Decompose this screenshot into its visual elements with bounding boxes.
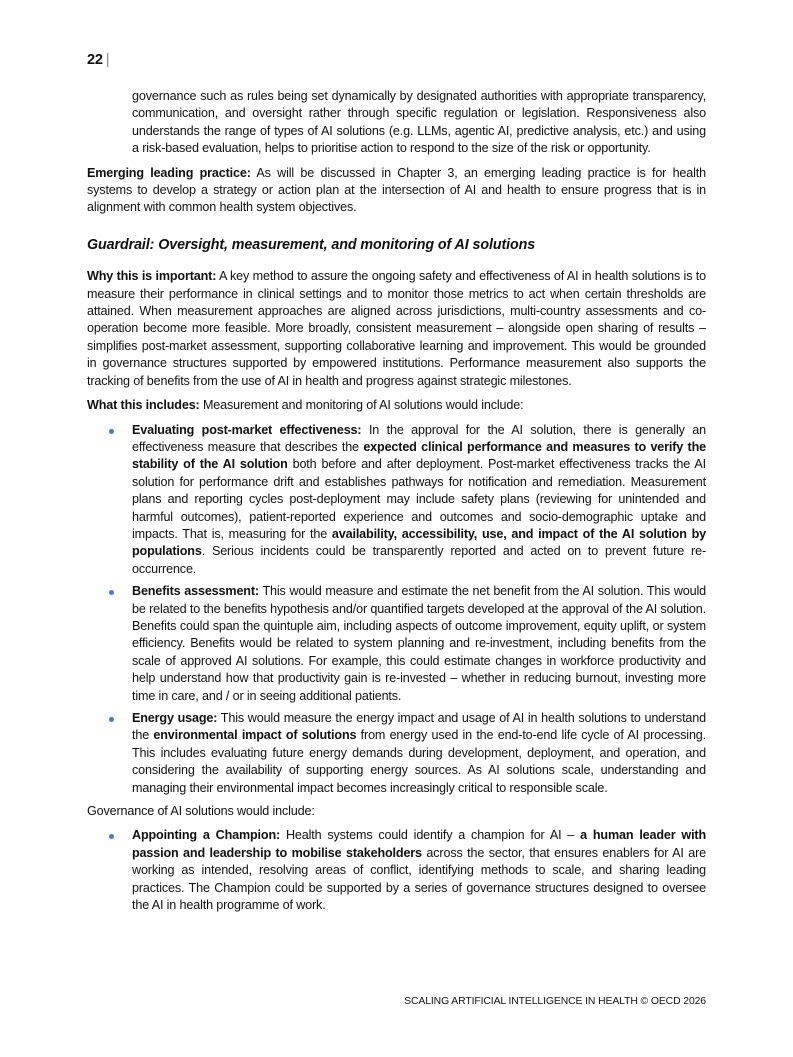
why-text: A key method to assure the ongoing safety and effectiveness of AI in health solutions is to measure their performance in clinical settings and to monitor those metrics to act when certain thresholds are attained. When measurement approaches are aligned across jurisdictions, multi-country assessments and co-operation become more feasible. More broadly, consistent measurement – alongside open sharing of results – simplifies post-market assessment, supporting collaborative learning and improvement. This would be grounded in governance structures supported by empowered institutions. Performance measurement also supports the tracking of benefits from the use of AI in health and progress against strategic milestones. [87, 269, 706, 388]
why-important [87, 268, 706, 390]
item-text: This would measure and estimate the net benefit from the AI solution. This would be related to the benefits hypothesis and/or quantified targets developed at the approval of the AI solution. Benefits could span the quintuple aim, including aspects of outcome improvement, equity uplift, or system efficiency. Benefits would be related to system planning and re-investment, including benefits from the scale of approved AI solutions. For example, this could estimate changes in workforce productivity and help understand how that productivity gain is re-invested – whether in reducing burnout, investing more time in care, and / or in seeing additional patients. [132, 584, 706, 703]
governance-intro: Governance of AI solutions would include: [87, 804, 315, 819]
item-text: Health systems could identify a champion for AI – [280, 828, 581, 843]
what-includes [87, 397, 706, 414]
bullet-icon [109, 429, 114, 434]
bullet-icon [109, 717, 114, 722]
why-label: Why this is important: [87, 269, 217, 284]
list-item-champion [132, 827, 706, 914]
item-label: Benefits assessment: [132, 584, 259, 599]
emerging-text: As will be discussed in Chapter 3, an emerging leading practice is for health systems to develop a strategy or action plan at the intersection of AI and health to ensure progress that is in alignment with common health system objectives. [87, 165, 706, 215]
item-label: Evaluating post-market effectiveness: [132, 422, 362, 437]
item-label: Energy usage: [132, 711, 218, 725]
item-text: from energy used in the end-to-end life cycle of AI processing. This includes evaluating future energy demands during development, deployment, and operation, and considering the availability of supporting energy sources. As AI solutions scale, understanding and managing their environmental impact becomes increasingly critical to responsible scale. [132, 728, 706, 795]
item-emphasis: availability, accessibility, use, and impact of the AI solution by populations [132, 526, 706, 559]
page-number-value: 22 [87, 52, 103, 68]
document-body [87, 88, 706, 920]
bullet-icon [109, 590, 114, 595]
intro-continuation: governance such as rules being set dynamically by designated authorities with appropriate transparency, communication, and oversight rather through specific regulation or legislation. Responsiveness also understands the range of types of AI solutions (e.g. LLMs, agentic AI, predictive analysis, etc.) and using a risk-based evaluation, helps to prioritise action to respond to the size of the risk or opportunity. [132, 89, 706, 156]
item-text: This would measure the energy impact and usage of AI in health solutions to understand the [132, 711, 706, 743]
page-number [87, 52, 109, 68]
item-emphasis: environmental impact of solutions [153, 728, 357, 743]
list-item-benefits [132, 583, 706, 705]
what-label: What this includes: [87, 398, 200, 413]
bullet-icon [109, 834, 114, 839]
what-text: Measurement and monitoring of AI solutions would include: [199, 398, 524, 413]
list-item-post-market [132, 422, 706, 579]
guardrail-heading: Guardrail: Oversight, measurement, and monitoring of AI solutions [87, 236, 536, 253]
list-item-energy [132, 710, 706, 797]
item-text: both before and after deployment. Post-market effectiveness tracks the AI solution for performance drift and establishes pathways for notification and remediation. Measurement plans and reporting cycles post-deployment may include safety plans (reviewing for unintended and harmful outcomes), patient-reported experience and outcomes and socio-demographic uptake and impacts. That is, measuring for the [132, 457, 706, 541]
measurement-list [87, 422, 706, 798]
page-number-separator: | [105, 52, 110, 68]
item-text: across the sector, that ensures enablers for AI are working as intended, resolving areas of conflict, identifying methods to scale, and sharing leading practices. The Champion could be supported by a series of governance structures designed to oversee the AI in health programme of work. [132, 845, 706, 913]
page-footer: SCALING ARTIFICIAL INTELLIGENCE IN HEALTH © OECD 2026 [404, 996, 706, 1007]
emerging-label: Emerging leading practice: [87, 165, 251, 180]
item-text: In the approval for the AI solution, there is generally an effectiveness measure that describes the [132, 422, 707, 454]
item-label: Appointing a Champion: [132, 828, 281, 843]
emerging-leading-practice [87, 165, 706, 217]
item-emphasis: expected clinical performance and measures to verify the stability of the AI solution [132, 439, 706, 472]
item-emphasis: a human leader with passion and leadership to mobilise stakeholders [132, 828, 707, 860]
governance-list [87, 827, 706, 914]
item-text: . Serious incidents could be transparently reported and acted on to prevent future re-occurrence. [132, 544, 706, 576]
